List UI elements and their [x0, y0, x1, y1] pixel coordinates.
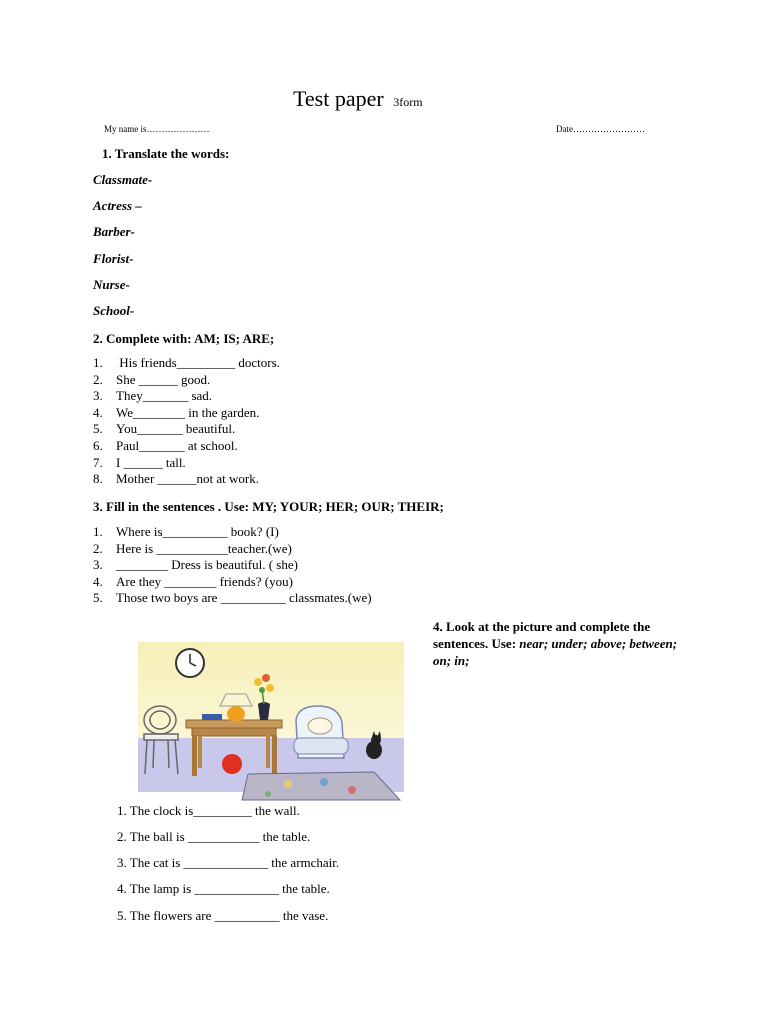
section1-heading: 1. Translate the words:: [102, 146, 230, 161]
list-item: [93, 541, 372, 558]
page-title: [293, 86, 423, 112]
item-text: Paul_______ at school.: [116, 437, 238, 453]
word-item: Florist-: [93, 251, 134, 266]
item-text: Mother ______not at work.: [116, 471, 259, 487]
item-text: Here is ___________teacher.(we): [116, 540, 292, 556]
item-number: 4.: [93, 573, 103, 589]
date-field: Date……………………: [556, 124, 645, 134]
list-item: [93, 372, 280, 389]
sentence-item: 3. The cat is _____________ the armchair.: [117, 855, 340, 870]
item-number: 1.: [93, 524, 103, 539]
ball-icon: [222, 754, 242, 774]
item-text: Are they ________ friends? (you): [116, 573, 293, 589]
list-item: [93, 524, 372, 541]
list-item: [93, 388, 280, 405]
sentence-item: 5. The flowers are __________ the vase.: [117, 908, 329, 923]
item-number: 6.: [93, 437, 103, 453]
item-text: His friends_________ doctors.: [116, 355, 280, 370]
list-item: [93, 471, 280, 488]
section3-heading: 3. Fill in the sentences . Use: MY; YOUR; HER; OUR; THEIR;: [93, 499, 444, 514]
section3-list: [93, 524, 372, 607]
word-item: Nurse-: [93, 277, 130, 292]
name-field: My name is…………………: [104, 124, 210, 134]
list-item: [93, 405, 280, 422]
word-item: School-: [93, 303, 135, 318]
book-icon: [202, 714, 222, 720]
word-item: Actress –: [93, 198, 142, 213]
sentence-item: 2. The ball is ___________ the table.: [117, 829, 311, 844]
section4-heading-text: 4. Look at the picture and complete the sentences. Use:: [433, 619, 651, 651]
section4-heading: [433, 618, 693, 669]
list-item: [93, 421, 280, 438]
item-number: 4.: [93, 404, 103, 420]
form-label: 3form: [393, 95, 423, 109]
item-number: 1.: [93, 355, 103, 370]
item-text: Where is__________ book? (I): [116, 524, 279, 539]
rug-icon: [242, 772, 400, 800]
sentence-item: 4. The lamp is _____________ the table.: [117, 881, 330, 896]
list-item: [93, 438, 280, 455]
section4-uses: near; under; above; between; on; in;: [433, 636, 678, 668]
item-number: 8.: [93, 471, 103, 487]
item-number: 5.: [93, 421, 103, 437]
item-number: 3.: [93, 388, 103, 404]
word-item: Classmate-: [93, 172, 153, 187]
section2-list: [93, 355, 280, 488]
section2-heading: 2. Complete with: AM; IS; ARE;: [93, 331, 275, 346]
list-item: [93, 574, 372, 591]
item-number: 7.: [93, 454, 103, 470]
item-text: They_______ sad.: [116, 388, 213, 404]
item-text: ________ Dress is beautiful. ( she): [116, 557, 298, 573]
title-text: Test paper: [293, 86, 384, 111]
clock-icon: [176, 649, 204, 677]
item-number: 5.: [93, 590, 103, 606]
list-item: [93, 557, 372, 574]
item-number: 2.: [93, 371, 103, 387]
list-item: [93, 355, 280, 372]
item-text: You_______ beautiful.: [116, 421, 236, 437]
item-text: She ______ good.: [116, 371, 211, 387]
word-item: Barber-: [93, 224, 135, 239]
item-number: 2.: [93, 540, 103, 556]
list-item: [93, 590, 372, 607]
list-item: [93, 455, 280, 472]
room-picture: [138, 642, 404, 802]
item-text: Those two boys are __________ classmates.(we): [116, 590, 372, 606]
item-number: 3.: [93, 557, 103, 573]
sentence-item: 1. The clock is_________ the wall.: [117, 803, 300, 818]
item-text: We________ in the garden.: [116, 404, 260, 420]
item-text: I ______ tall.: [116, 454, 186, 470]
